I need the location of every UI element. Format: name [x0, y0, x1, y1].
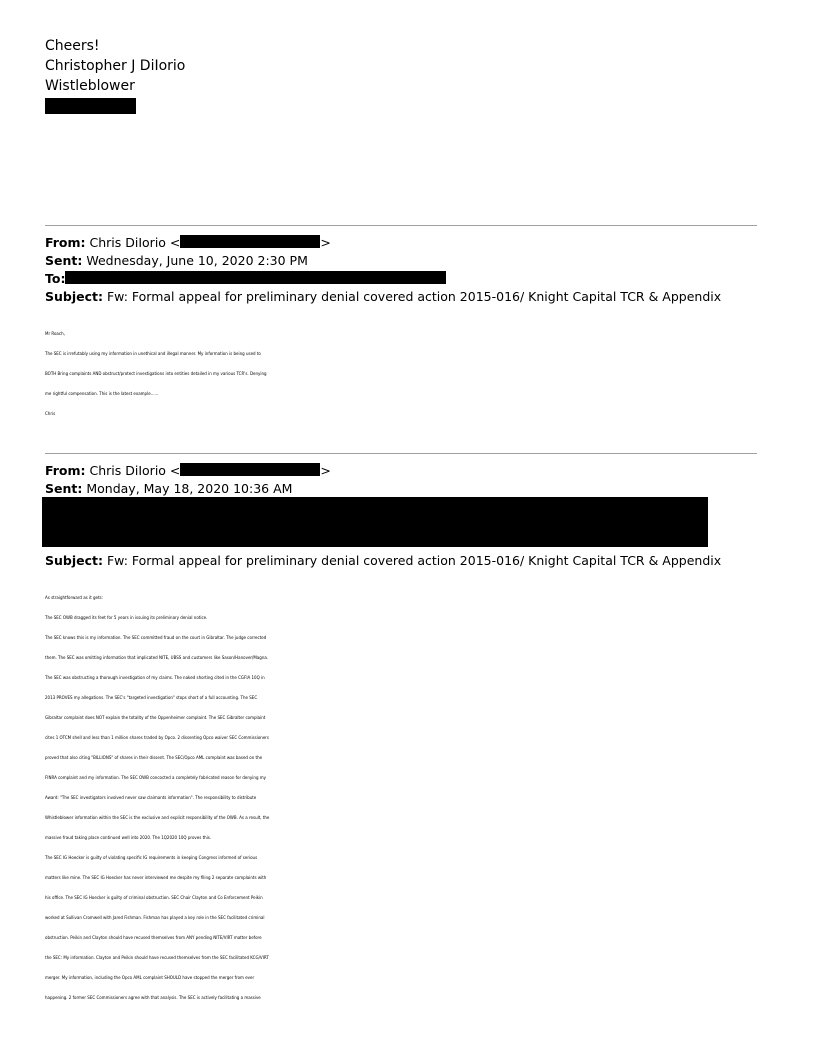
sent-value: Monday, May 18, 2020 10:36 AM: [86, 481, 293, 496]
signature: [45, 36, 185, 96]
sent-value: Wednesday, June 10, 2020 2:30 PM: [86, 253, 308, 268]
redaction-box: [180, 463, 320, 476]
body-line: Whistleblower information within the SEC is the exclusive and explicit responsibility of the OWB. As a result, the: [45, 815, 270, 820]
subject-label: Subject:: [45, 289, 103, 304]
sent-row: [45, 480, 331, 498]
signature-line: Christopher J DiIorio: [45, 58, 186, 74]
from-row: [45, 234, 721, 252]
body-line: cites 1 OTCM shell and less than 1 million shares traded by Opco. 2 dissenting Opco waiver SEC Commissioners: [45, 735, 270, 740]
body-line: The SEC OWB dragged its feet for 5 years in issuing its preliminary denial notice.: [45, 615, 208, 620]
from-label: From:: [45, 463, 86, 478]
body-line: BOTH Bring complaints AND obstruct/protect investigations into entities detailed in my various TCR's. Denying: [45, 371, 267, 376]
body-line: The SEC was obstructing a thorough investigation of my claims. The naked shorting cited in the CGFIA 10Q in: [45, 675, 265, 680]
signature-line: Wistleblower: [45, 78, 135, 94]
redaction-box: [65, 271, 446, 284]
redaction-box: [42, 497, 708, 547]
body-line: 2013 PROVES my allegations. The SEC's "targeted investigation" stops short of a full accounting. The SEC: [45, 695, 258, 700]
email-body: [45, 324, 775, 424]
body-line: Chris: [45, 411, 56, 416]
sent-row: [45, 252, 721, 270]
from-close: >: [320, 235, 331, 250]
body-line: worked at Sullivan Cromwell with Jared Fishman. Fishman has played a key role in the SEC facilitated criminal: [45, 915, 265, 920]
from-value: Chris DiIorio <: [89, 235, 181, 250]
from-label: From:: [45, 235, 86, 250]
redaction-box: [180, 235, 320, 248]
body-line: The SEC knows this is my information. The SEC committed fraud on the court in Gibraltar. The judge corrected: [45, 635, 267, 640]
subject-row: [45, 552, 721, 570]
body-line: FINRA complaint and my information. The SEC OWB concocted a completely fabricated reason for denying my: [45, 775, 267, 780]
signature-line: Cheers!: [45, 38, 100, 54]
body-line: his office. The SEC IG Hoecker is guilty of criminal obstruction. SEC Chair Clayton and Co Enforcement Peikin: [45, 895, 263, 900]
body-line: proved that also citing "BILLIONS" of shares in their dissent. The SEC/Opco AML complaint was based on the: [45, 755, 263, 760]
email-header: [45, 462, 331, 498]
body-line: happening. 2 former SEC Commissioners agree with that analysis. The SEC is actively facilitating a massive: [45, 995, 261, 1000]
body-line: obstruction. Peikin and Clayton should have recused themselves from ANY pending NITE/VIRT matter before: [45, 935, 262, 940]
subject-label: Subject:: [45, 553, 103, 568]
body-line: them. The SEC was omitting information that implicated NITE, UBSS and customers like Sason/Hanover/Magna.: [45, 655, 269, 660]
body-line: the SEC: My information. Clayton and Peikin should have recused themselves from the SEC facilitated KCG/VIRT: [45, 955, 269, 960]
body-line: me rightful compensation. This is the latest example......: [45, 391, 159, 396]
subject-row: [45, 288, 721, 306]
sent-label: Sent:: [45, 481, 83, 496]
body-line: Mr Roach,: [45, 331, 65, 336]
body-line: merger. My information, including the Opco AML complaint SHOULD have stopped the merger from ever: [45, 975, 255, 980]
body-line: The SEC IG Hoecker is guilty of violating specific IG requirements in keeping Congress informed of serious: [45, 855, 258, 860]
body-line: Gibraltar complaint does NOT explain the totality of the Oppenheimer complaint. The SEC Gibralter complaint: [45, 715, 266, 720]
from-value: Chris DiIorio <: [89, 463, 181, 478]
divider: [45, 225, 757, 226]
sent-label: Sent:: [45, 253, 83, 268]
body-line: As straightforward as it gets:: [45, 595, 103, 600]
email-header: [45, 234, 721, 306]
to-row: [45, 270, 721, 288]
divider: [45, 453, 757, 454]
body-line: Award: "The SEC investigators involved never saw claimants information". The responsibility to distribute: [45, 795, 257, 800]
body-line: The SEC is irrefutably using my information in unethical and illegal manner. My information is being used to: [45, 351, 261, 356]
to-label: To:: [45, 271, 66, 286]
body-line: matters like mine. The SEC IG Hoecker has never interviewed me despite my filing 2 separate complaints with: [45, 875, 267, 880]
redaction-box: [45, 98, 136, 114]
subject-value: Fw: Formal appeal for preliminary denial covered action 2015-016/ Knight Capital TCR & Appendix: [106, 553, 722, 568]
body-line: massive fraud taking place continued well into 2020. The 1Q2020 10Q proves this.: [45, 835, 212, 840]
subject-value: Fw: Formal appeal for preliminary denial covered action 2015-016/ Knight Capital TCR & Appendix: [106, 289, 722, 304]
from-close: >: [320, 463, 331, 478]
from-row: [45, 462, 331, 480]
email-body: [45, 588, 775, 1008]
